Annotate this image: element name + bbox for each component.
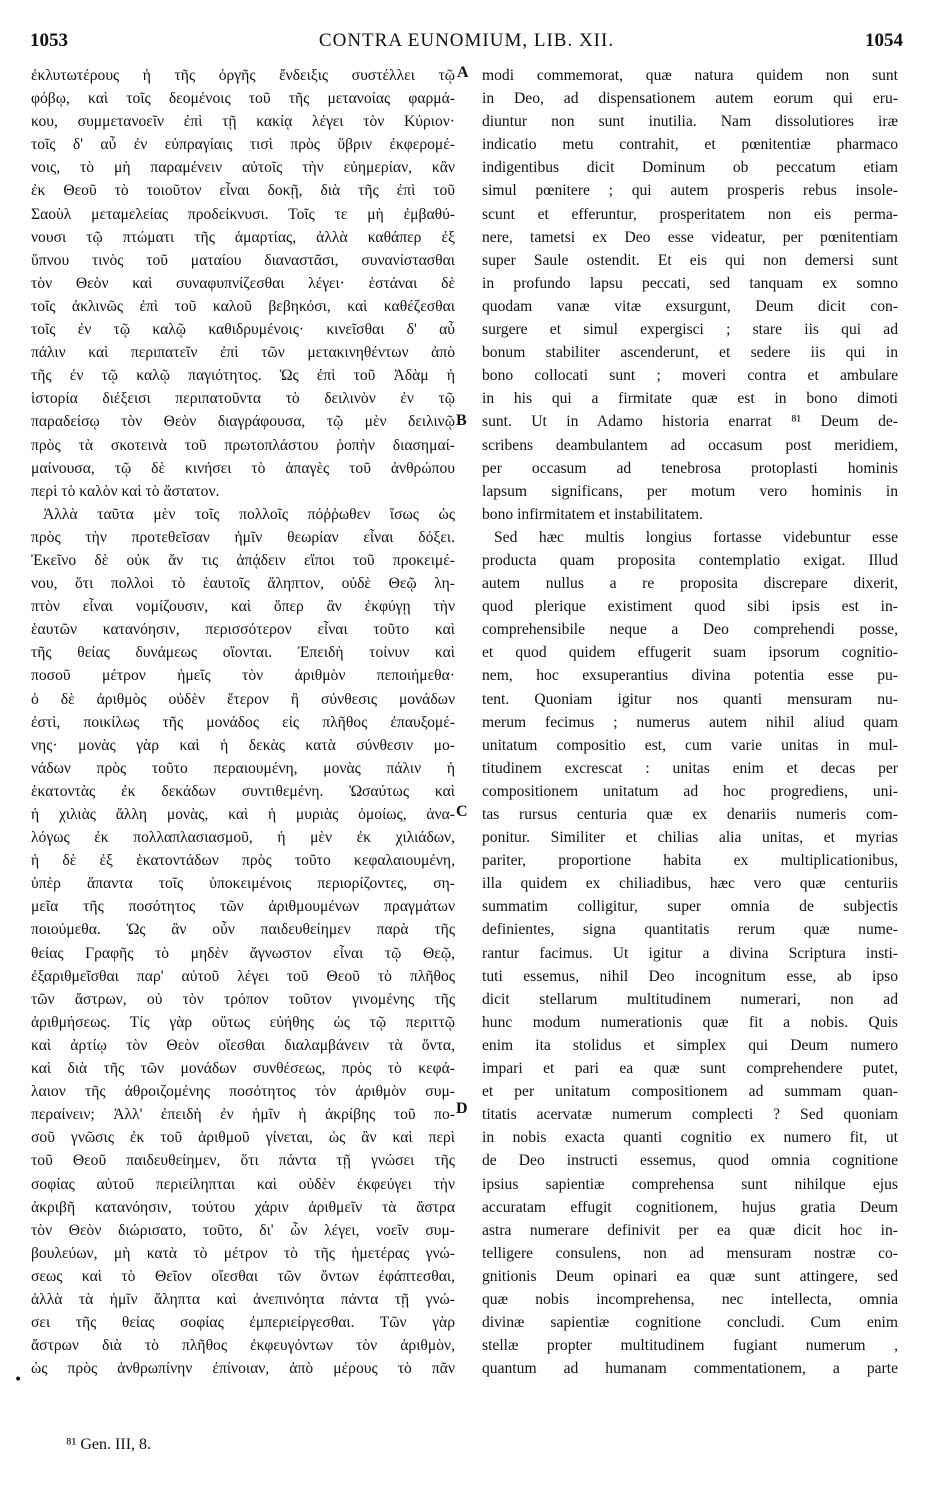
latin-text-line: diuntur non sunt inutilia. Nam dissolutiores iræ <box>482 113 898 131</box>
greek-text-line: μεῖα τῆς ποσότητος τῶν ἀριθμουμένων πραγμάτων <box>31 898 455 916</box>
greek-text-line: τὸν Θεὸν καὶ συναφυπνίζεσθαι λέγει· ἑστάναι δὲ <box>31 274 455 292</box>
latin-text-line: bono infirmitatem et instabilitatem. <box>482 505 703 523</box>
greek-text-line: τὸν Θεὸν διώρισατο, τοῦτο, δι' ὧν λέγει, νοεῖν συμ- <box>31 1221 455 1239</box>
greek-text-line: σει τῆς θείας σοφίας ἐμπεριείργεσθαι. Τῶν γὰρ <box>31 1314 455 1332</box>
latin-text-line: quæ nobis incomprehensa, nec intellecta, omnia <box>482 1290 898 1308</box>
greek-text-line: θείας Γραφῆς τὸ μηδὲν ἄγνωστον εἶναι τῷ Θεῷ, <box>31 944 455 962</box>
greek-text-line: κου, συμμετανοεῖν ἐπὶ τῇ κακίᾳ λέγει τὸν Κύριον· <box>31 113 455 131</box>
latin-text-line: indigentibus dicit Dominum ob peccatum etiam <box>482 159 898 177</box>
latin-text-line: in profundo lapsu peccati, sed tanquam ex somno <box>482 274 898 292</box>
greek-text-line: νης· μονὰς γὰρ καὶ ἡ δεκὰς κατὰ σύνθεσιν μο- <box>31 736 455 754</box>
margin-letter-d: D <box>456 1100 468 1117</box>
greek-text-line: ἑκατοντὰς ἐκ δεκάδων συντιθεμένη. Ὡσαύτως καὶ <box>31 782 455 800</box>
latin-text-line: per occasum ad tenebrosa protoplasti hominis <box>482 459 898 477</box>
greek-text-line: ὡς πρὸς ἀνθρωπίνην ἐπίνοιαν, ἀπὸ μέρους τὸ πᾶν <box>31 1360 455 1378</box>
latin-text-line: summatim colligitur, super omnia de subjectis <box>482 898 898 916</box>
greek-text-line: πρὸς τὴν προτεθεῖσαν ἡμῖν θεωρίαν εἶναι δόξει. <box>31 528 455 546</box>
latin-text-line: modi commemorat, quæ natura quidem non sunt <box>482 67 898 84</box>
greek-text-line: Ἐκεῖνο δὲ οὐκ ἄν τις ἀπᾴδειν εἴποι τοῦ προκειμέ- <box>31 551 455 569</box>
latin-text-line: scunt et efferuntur, prosperitatem non eis perma- <box>482 205 898 223</box>
latin-text-line: quod plerique existiment quod sibi ipsis est in- <box>482 598 898 616</box>
running-title: CONTRA EUNOMIUM, LIB. XII. <box>318 30 615 51</box>
latin-text-line: indicatio metu contrahit, et pœnitentiæ pharmaco <box>482 136 898 154</box>
greek-text-line: λαιον τῆς ἀθροιζομένης ποσότητος τὸν ἀριθμὸν συμ- <box>31 1083 455 1101</box>
latin-text-line: in Deo, ad dispensationem autem eorum qui eru- <box>482 90 898 108</box>
greek-text-line: ἑαυτῶν κατανόησιν, περισσότερον εἶναι τοῦτο καὶ <box>31 621 455 639</box>
greek-text-line: περὶ τὸ καλὸν καὶ τὸ ἄστατον. <box>31 482 220 500</box>
greek-text-line: σοφίας αὐτοῦ περιείληπται καὶ οὐδὲν ἐκφεύγει τὴν <box>31 1175 455 1193</box>
greek-text-line: φόβῳ, καὶ τοῖς δεομένοις τοῦ τῆς μετανοίας φαρμά- <box>31 90 455 108</box>
greek-text-line: ἀριθμήσεως. Τίς γὰρ οὕτως εὐήθης ὡς τῷ περιττῷ <box>31 1013 455 1031</box>
latin-text-line: enim ita stolidus et simplex qui Deum numero <box>482 1036 898 1054</box>
latin-text-line: astra numerare definivit per ea quæ dicit hoc in- <box>482 1221 898 1239</box>
latin-text-line: nem, hoc exsuperantius divina potentia esse pu- <box>482 667 898 685</box>
latin-text-line: quodam vanæ vitæ exsurgunt, Deum dicit con- <box>482 297 898 315</box>
latin-text-line: stellæ propter multitudinem fugiant numerum , <box>482 1337 898 1355</box>
latin-text-line: pariter, proportione habita ex multiplicationibus, <box>482 852 898 870</box>
latin-text-line: divinæ sapientiæ cognitione concludi. Cum enim <box>482 1314 898 1332</box>
greek-text-line: ἀλλὰ τὰ ἡμῖν ἄληπτα καὶ ἀνεπινόητα πάντα τῇ γνώ- <box>31 1290 455 1308</box>
latin-text-line: tuti essemus, nihil Deo incognitum esse, ab ipso <box>482 967 898 985</box>
greek-text-line: καὶ διὰ τῆς τῶν μονάδων συνθέσεως, πρὸς τὸ κεφά- <box>31 1060 455 1078</box>
greek-text-line: πάλιν καὶ περιπατεῖν ἐπὶ τῶν μετακινηθέντων ἀπὸ <box>31 344 455 362</box>
greek-text-line: πρὸς τὰ σκοτεινὰ τοῦ πρωτοπλάστου ῥοπὴν διασημαί- <box>31 436 455 454</box>
latin-text-line: Sed hæc multis longius fortasse videbuntur esse <box>494 528 898 546</box>
latin-text-line: hunc modum numerationis quæ fit a nobis. Quis <box>482 1013 898 1031</box>
greek-text-line: τοῖς δ' αὖ ἐν εὐπραγίαις τισὶ πρὸς ὕβριν ἐκφερομέ- <box>31 136 455 154</box>
latin-text-line: simul pœnitere ; qui autem prosperis rebus insole- <box>482 182 898 200</box>
greek-text-line: βουλεύων, μὴ κατὰ τὸ μέτρον τὸ τῆς ἡμετέρας γνώ- <box>31 1244 455 1262</box>
greek-text-line: ἡ χιλιὰς ἄλλη μονὰς, καὶ ἡ μυριὰς ὁμοίως, ἀνα- <box>31 806 455 823</box>
latin-text-line: accuratam effugit cognitionem, hujus gratia Deum <box>482 1198 898 1216</box>
latin-text-line: de Deo instructi essemus, quod omnia cognitione <box>482 1152 898 1170</box>
latin-text-line: ipsius sapientiæ comprehensa sunt nihilque ejus <box>482 1175 898 1193</box>
latin-text-line: illa quidem ex chiliadibus, hæc vero quæ centuriis <box>482 875 898 893</box>
greek-text-line: σεως καὶ τὸ Θεῖον οἴεσθαι τῶν ὄντων ἐφάπτεσθαι, <box>31 1267 455 1285</box>
greek-text-line: πτὸν εἶναι νομίζουσιν, καὶ ὅπερ ἂν ἐκφύγῃ τὴν <box>31 598 455 616</box>
greek-text-line: παραδείσῳ τὸν Θεὸν διαγράφουσα, τῷ μὲν δειλινῷ <box>31 413 455 431</box>
latin-text-line: in nobis exacta quanti cognitio ex numero fit, ut <box>482 1129 898 1147</box>
greek-text-line: νάδων πρὸς τοῦτο περαιουμένη, μονὰς πάλιν ἡ <box>31 759 455 777</box>
greek-text-line: Ἀλλὰ ταῦτα μὲν τοῖς πολλοῖς πόῤῥωθεν ἴσως ὡς <box>43 505 455 523</box>
latin-text-line: super Saule ostendit. Et eis qui non demersi sunt <box>482 251 898 269</box>
greek-text-line: ἐστὶ, ποικίλως τῆς μονάδος εἰς πλῆθος ἐπαυξομέ- <box>31 713 455 731</box>
greek-text-line: Σαοὺλ μεταμελείας προδείκνυσι. Τοῖς τε μὴ ἐμβαθύ- <box>31 205 455 223</box>
margin-dot: • <box>14 1372 23 1388</box>
latin-text-line: telligere consulens, non ad mensuram nostræ co- <box>482 1244 898 1262</box>
greek-text-line: τοῦ Θεοῦ παιδευθείημεν, ὅτι πάντα τῇ γνώσει τῆς <box>31 1152 455 1170</box>
latin-text-line: comprehensibile neque a Deo comprehendi posse, <box>482 621 898 639</box>
greek-text-line: νου, ὅτι πολλοὶ τὸ ἑαυτοῖς ἄληπτον, οὐδὲ Θεῷ λη- <box>31 575 455 593</box>
latin-text-line: in his qui a firmitate quæ est in bono dimoti <box>482 390 898 408</box>
latin-text-column <box>482 64 898 1380</box>
greek-text-line: ἄστρων διὰ τὸ πλῆθος ἐκφευγόντων τὸν ἀριθμὸν, <box>31 1337 455 1355</box>
greek-text-line: ἐκλυτωτέρους ἡ τῆς ὀργῆς ἔνδειξις συστέλλει τῷ <box>31 67 455 84</box>
greek-text-line: τῆς θείας δυνάμεως οἴονται. Ἐπειδὴ τοίνυν καὶ <box>31 644 455 662</box>
greek-text-line: ὑπὲρ ἅπαντα τοῖς ὑποκειμένοις περιορίζοντες, ση- <box>31 875 455 893</box>
latin-text-line: titatis acervatæ numerum complecti ? Sed quoniam <box>482 1106 898 1124</box>
latin-text-line: compositionem unitatum ad hoc progrediens, uni- <box>482 782 898 800</box>
greek-text-line: σοῦ γνῶσις ἐκ τοῦ ἀριθμοῦ γίνεται, ὡς ἂν καὶ περὶ <box>31 1129 455 1147</box>
latin-text-line: merum fecimus ; numerus autem nihil aliud quam <box>482 713 898 731</box>
margin-letter-c: C <box>456 803 468 820</box>
latin-text-line: producta quam proposita contemplatio exigat. Illud <box>482 551 898 569</box>
greek-text-line: ποσοῦ μέτρον ἡμεῖς τὸν ἀριθμὸν πεποιήμεθα· <box>31 667 455 685</box>
greek-text-column <box>31 64 455 1380</box>
latin-text-line: et per unitatum compositionem ad summam quan- <box>482 1083 898 1101</box>
greek-text-line: ἀκριβῆ κατανόησιν, τούτου χάριν ἀριθμεῖν τὰ ἄστρα <box>31 1198 455 1216</box>
greek-text-line: ἐκ Θεοῦ τὸ τοιοῦτον εἶναι δοκῇ, διὰ τῆς ἐπὶ τοῦ <box>31 182 455 200</box>
latin-text-line: bono collocati sunt ; moveri contra et ambulare <box>482 367 898 385</box>
latin-text-line: quantum ad humanam commentationem, a parte <box>482 1360 898 1378</box>
page-number-right: 1054 <box>865 30 903 51</box>
latin-text-line: titudinem excrescat : unitas enim et decas per <box>482 759 898 777</box>
greek-text-line: λόγως ἐκ πολλαπλασιασμοῦ, ἡ μὲν ἐκ χιλιάδων, <box>31 829 455 847</box>
latin-text-line: rantur facimus. Ut igitur a divina Scriptura insti- <box>482 944 898 962</box>
running-header <box>30 30 903 60</box>
greek-text-line: τῆς ἐν τῷ καλῷ παγιότητος. Ὡς ἐπὶ τοῦ Ἀδὰμ ἡ <box>31 367 455 385</box>
greek-text-line: νοις, τὸ μὴ παραμένειν αὐτοῖς τὴν εὐημερίαν, κἂν <box>31 159 455 177</box>
page-number-left: 1053 <box>30 30 68 51</box>
latin-text-line: bonum stabiliter ascenderunt, et sedere iis qui in <box>482 344 898 362</box>
latin-text-line: impari et pari ea quæ sunt comprehendere putet, <box>482 1060 898 1078</box>
latin-text-line: scribens deambulantem ad occasum post meridiem, <box>482 436 898 454</box>
footnote: ⁸¹ Gen. III, 8. <box>66 1436 152 1453</box>
latin-text-line: lapsum significans, per motum vero hominis in <box>482 482 898 500</box>
latin-text-line: unitatum compositio est, cum varie unitas in mul- <box>482 736 898 754</box>
latin-text-line: nere, tametsi ex Deo esse videatur, per pœnitentiam <box>482 228 898 246</box>
greek-text-line: ἡ δὲ ἐξ ἑκατοντάδων πρὸς τοῦτο κεφαλαιουμένη, <box>31 852 455 870</box>
greek-text-line: τοῖς ἀκλινῶς ἐπὶ τοῦ καλοῦ βεβηκόσι, καὶ καθέζεσθαι <box>31 297 455 315</box>
greek-text-line: ἐξαριθμεῖσθαι παρ' αὐτοῦ λέγει τοῦ Θεοῦ τὸ πλῆθος <box>31 967 455 985</box>
greek-text-line: ὕπνου τινὸς τοῦ ματαίου διαναστᾶσι, συνανίστασθαι <box>31 251 455 269</box>
latin-text-line: surgere et simul expergisci ; stare iis qui ad <box>482 321 898 339</box>
greek-text-line: νουσι τῷ πτώματι τῆς ἁμαρτίας, ἀλλὰ καθάπερ ἐξ <box>31 228 455 246</box>
latin-text-line: autem nullus a re proposita discrepare dixerit, <box>482 575 898 593</box>
latin-text-line: et quod quidem effugerit suam ipsorum cognitio- <box>482 644 898 662</box>
greek-text-line: περαίνειν; Ἀλλ' ἐπειδὴ ἐν ἡμῖν ἡ ἀκρίβης τοῦ πο- <box>31 1106 455 1124</box>
greek-text-line: τοῖς ἐν τῷ καλῷ καθιδρυμένοις· κινεῖσθαι δ' αὖ <box>31 321 455 339</box>
greek-text-line: ὁ δὲ ἀριθμὸς οὐδὲν ἕτερον ἢ σύνθεσις μονάδων <box>31 690 455 708</box>
latin-text-line: tent. Quoniam igitur nos quanti mensuram nu- <box>482 690 898 708</box>
latin-text-line: gnitionis Deum opinari ea quæ sunt attingere, sed <box>482 1267 898 1285</box>
greek-text-line: ἱστορία διέξεισι περιπατοῦντα τὸ δειλινὸν ἐν τῷ <box>31 390 455 408</box>
margin-letter-b: B <box>456 412 467 429</box>
latin-text-line: ponitur. Similiter et chilias alia unitas, et myrias <box>482 829 898 847</box>
latin-text-line: sunt. Ut in Adamo historia enarrat ⁸¹ Deum de- <box>482 413 898 431</box>
latin-text-line: definientes, signa quantitatis rerum quæ nume- <box>482 921 898 939</box>
latin-text-line: dicit stellarum multitudinem numerari, non ad <box>482 990 898 1008</box>
greek-text-line: καὶ ἀρτίῳ τὸν Θεὸν οἴεσθαι διαλαμβάνειν τὰ ὄντα, <box>31 1036 455 1054</box>
greek-text-line: ποιούμεθα. Ὡς ἂν οὖν παιδευθείημεν παρὰ τῆς <box>31 921 455 939</box>
margin-letter-a: A <box>457 64 469 81</box>
latin-text-line: tas rursus centuria quæ ex denariis numeris com- <box>482 806 898 823</box>
greek-text-line: μαίνουσα, τῷ δὲ κινήσει τὸ ἀπαγὲς τοῦ ἀνθρώπου <box>31 459 455 477</box>
greek-text-line: τῶν ἄστρων, οὐ τὸν τρόπον τοῦτον γινομένης τῆς <box>31 990 455 1008</box>
